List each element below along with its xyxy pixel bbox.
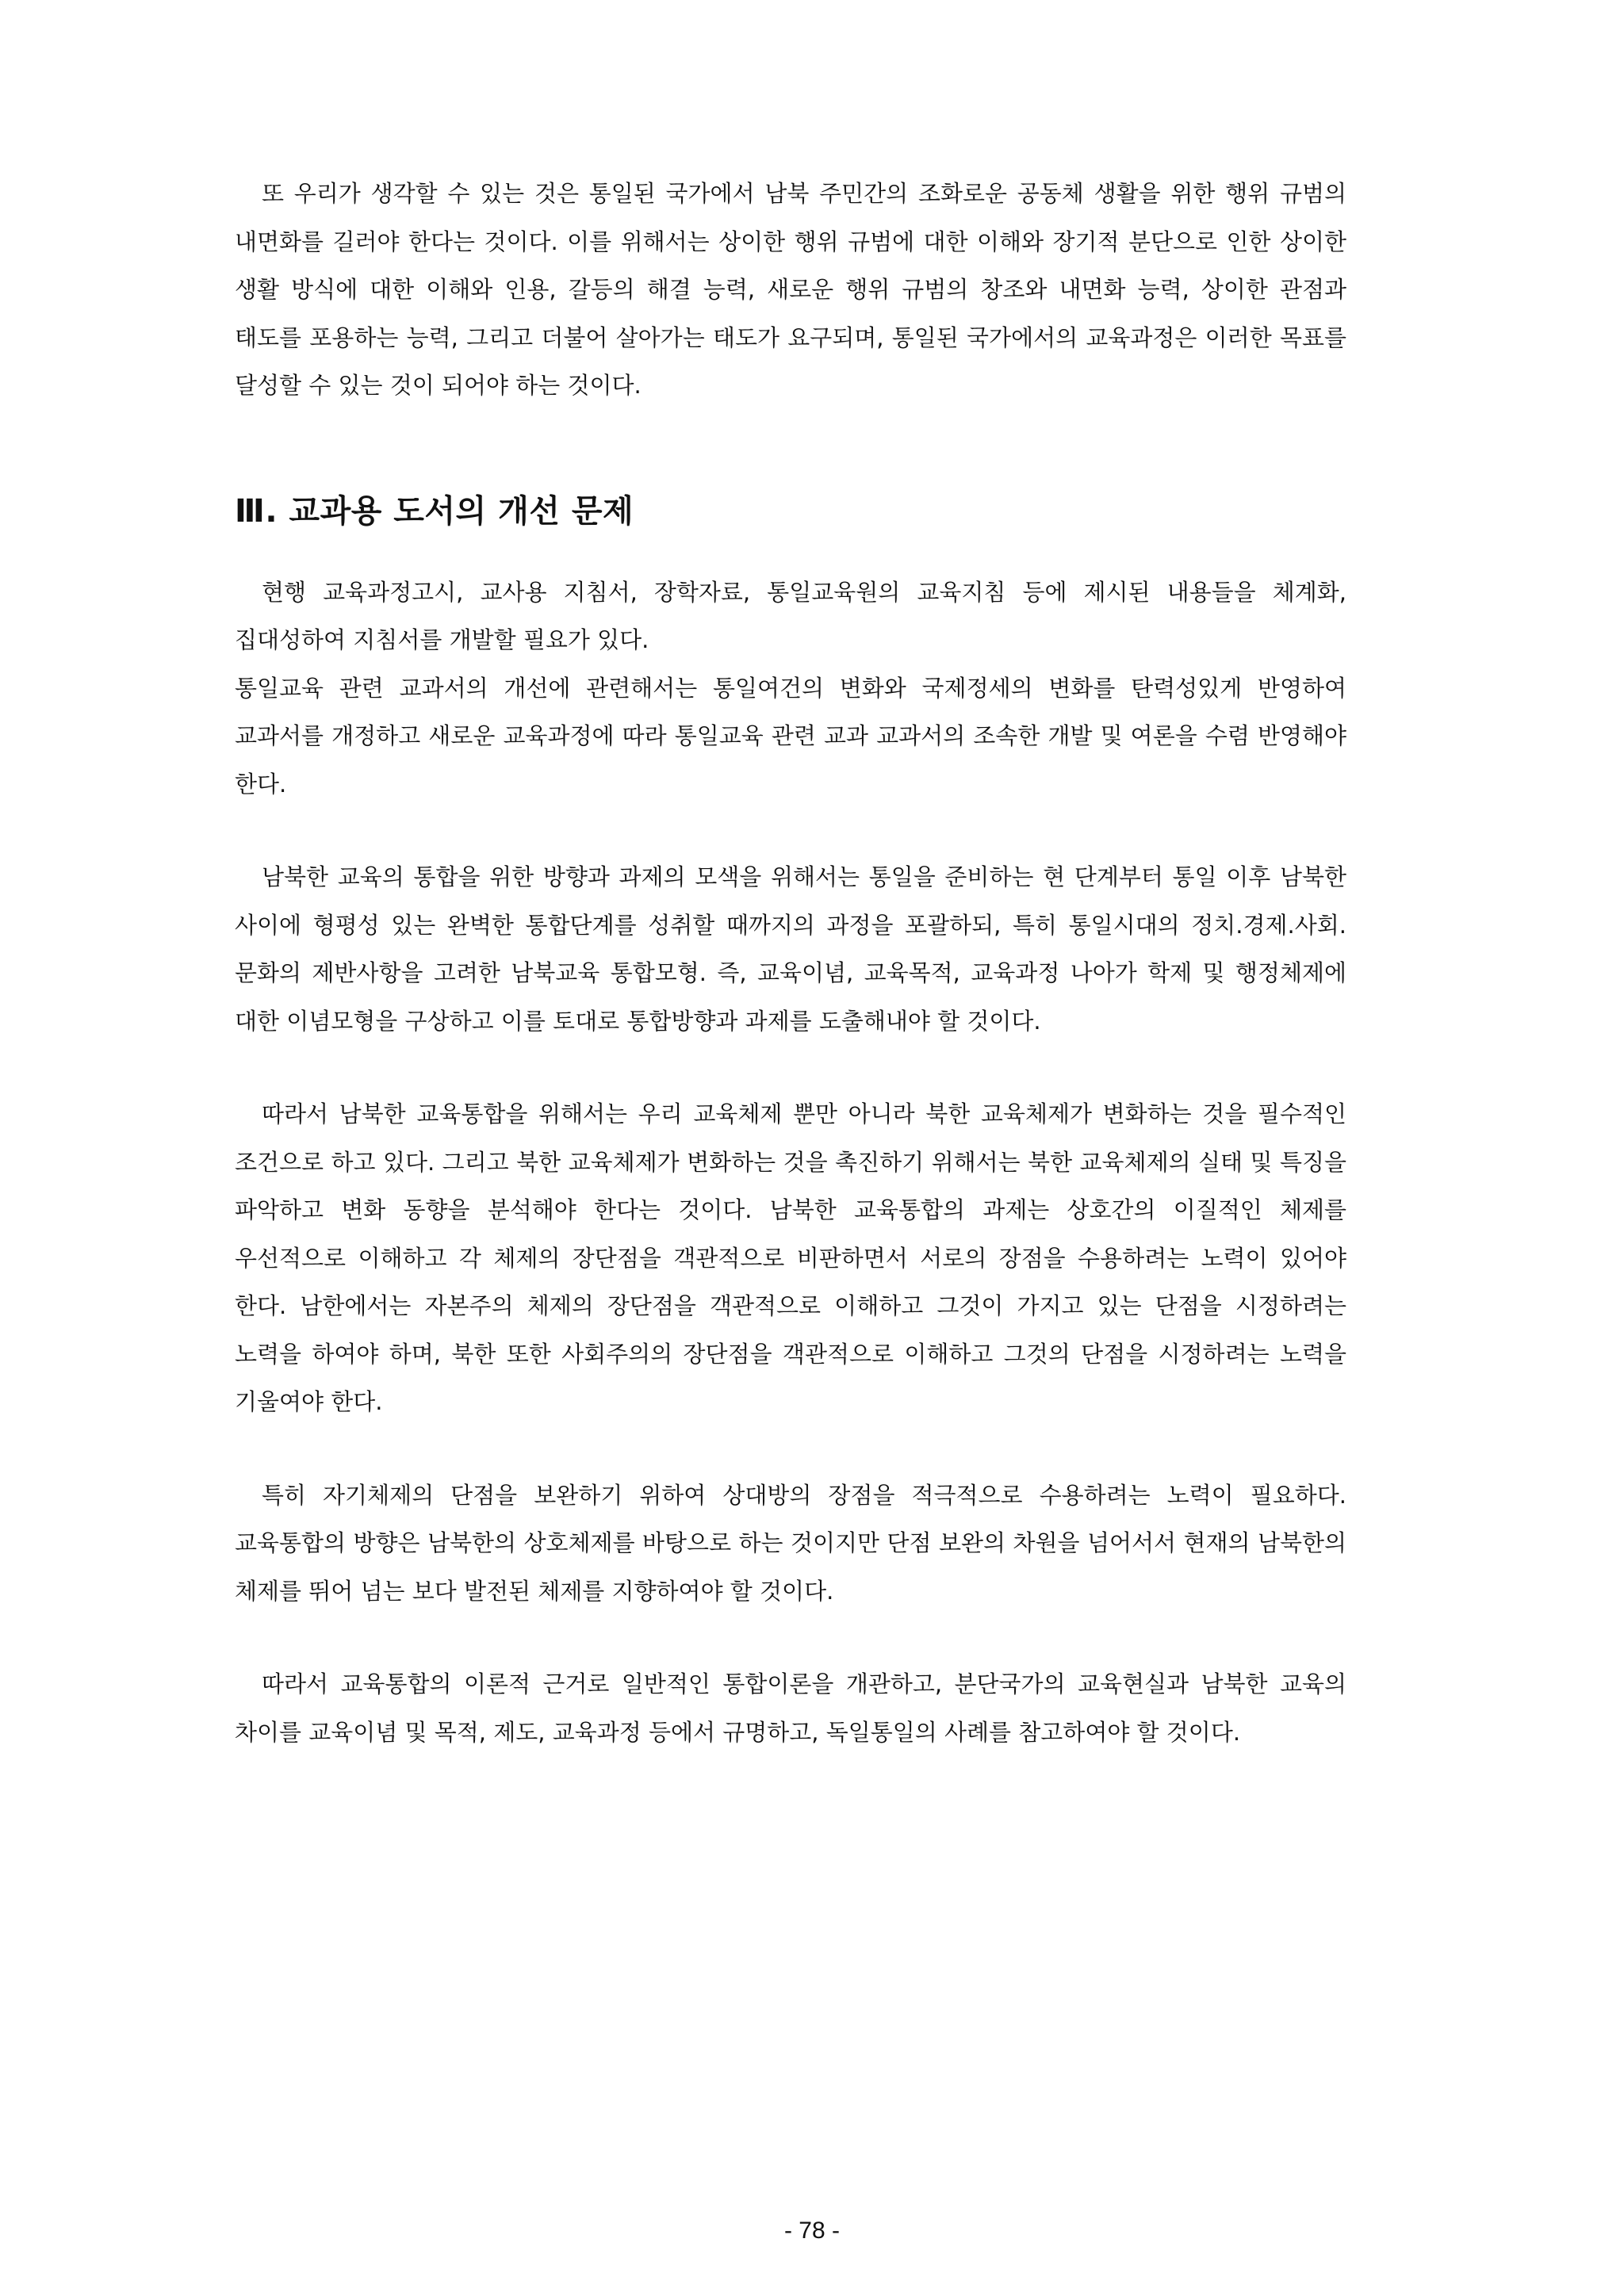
document-body (235, 170, 1346, 1756)
paragraph-complement-weaknesses: 특히 자기체제의 단점을 보완하기 위하여 상대방의 장점을 적극적으로 수용하려는 노력이 필요하다. 교육통합의 방향은 남북한의 상호체제를 바탕으로 하는 것이지만 단점 보완의 차원을 넘어서서 현재의 남북한의 체제를 뛰어 넘는 보다 발전된 체제를 지향하여야 할 것이다. (235, 1481, 1346, 1605)
page-number: - 78 - (783, 2218, 841, 2244)
paragraph-system-change: 따라서 남북한 교육통합을 위해서는 우리 교육체제 뿐만 아니라 북한 교육체제가 변화하는 것을 필수적인 조건으로 하고 있다. 그리고 북한 교육체제가 변화하는 것을 촉진하기 위해서는 북한 교육체제의 실태 및 특징을 파악하고 변화 동향을 분석해야 한다는 것이다. 남북한 교육통합의 과제는 상호간의 이질적인 체제를 우선적으로 이해하고 각 체제의 장단점을 객관적으로 비판하면서 서로의 장점을 수용하려는 노력이 있어야 한다. 남한에서는 자본주의 체제의 장단점을 객관적으로 이해하고 그것이 가지고 있는 단점을 시정하려는 노력을 하여야 하며, 북한 또한 사회주의의 장단점을 객관적으로 이해하고 그것의 단점을 시정하려는 노력을 기울여야 한다. (235, 1100, 1346, 1415)
paragraph-community-norms: 또 우리가 생각할 수 있는 것은 통일된 국가에서 남북 주민간의 조화로운 공동체 생활을 위한 행위 규범의 내면화를 길러야 한다는 것이다. 이를 위해서는 상이한 행위 규범에 대한 이해와 장기적 분단으로 인한 상이한 생활 방식에 대한 이해와 인용, 갈등의 해결 능력, 새로운 행위 규범의 창조와 내면화 능력, 상이한 관점과 태도를 포용하는 능력, 그리고 더불어 살아가는 태도가 요구되며, 통일된 국가에서의 교육과정은 이러한 목표를 달성할 수 있는 것이 되어야 하는 것이다. (235, 180, 1346, 399)
paragraph-integration-model: 남북한 교육의 통합을 위한 방향과 과제의 모색을 위해서는 통일을 준비하는 현 단계부터 통일 이후 남북한 사이에 형평성 있는 완벽한 통합단계를 성취할 때까지의 과정을 포괄하되, 특히 통일시대의 정치.경제.사회.문화의 제반사항을 고려한 남북교육 통합모형. 즉, 교육이념, 교육목적, 교육과정 나아가 학제 및 행정체제에 대한 이념모형을 구상하고 이를 토대로 통합방향과 과제를 도출해내야 할 것이다. (235, 863, 1346, 1035)
paragraph-guidebook-development: 현행 교육과정고시, 교사용 지침서, 장학자료, 통일교육원의 교육지침 등에 제시된 내용들을 체계화, 집대성하여 지침서를 개발할 필요가 있다. (235, 578, 1346, 653)
section-heading: Ⅲ. 교과용 도서의 개선 문제 (235, 492, 634, 530)
paragraph-textbook-revision: 통일교육 관련 교과서의 개선에 관련해서는 통일여건의 변화와 국제정세의 변화를 탄력성있게 반영하여 교과서를 개정하고 새로운 교육과정에 따라 통일교육 관련 교과 교과서의 조속한 개발 및 여론을 수렴 반영해야 한다. (235, 674, 1346, 798)
paragraph-theoretical-basis: 따라서 교육통합의 이론적 근거로 일반적인 통합이론을 개관하고, 분단국가의 교육현실과 남북한 교육의 차이를 교육이념 및 목적, 제도, 교육과정 등에서 규명하고, 독일통일의 사례를 참고하여야 할 것이다. (235, 1670, 1346, 1746)
